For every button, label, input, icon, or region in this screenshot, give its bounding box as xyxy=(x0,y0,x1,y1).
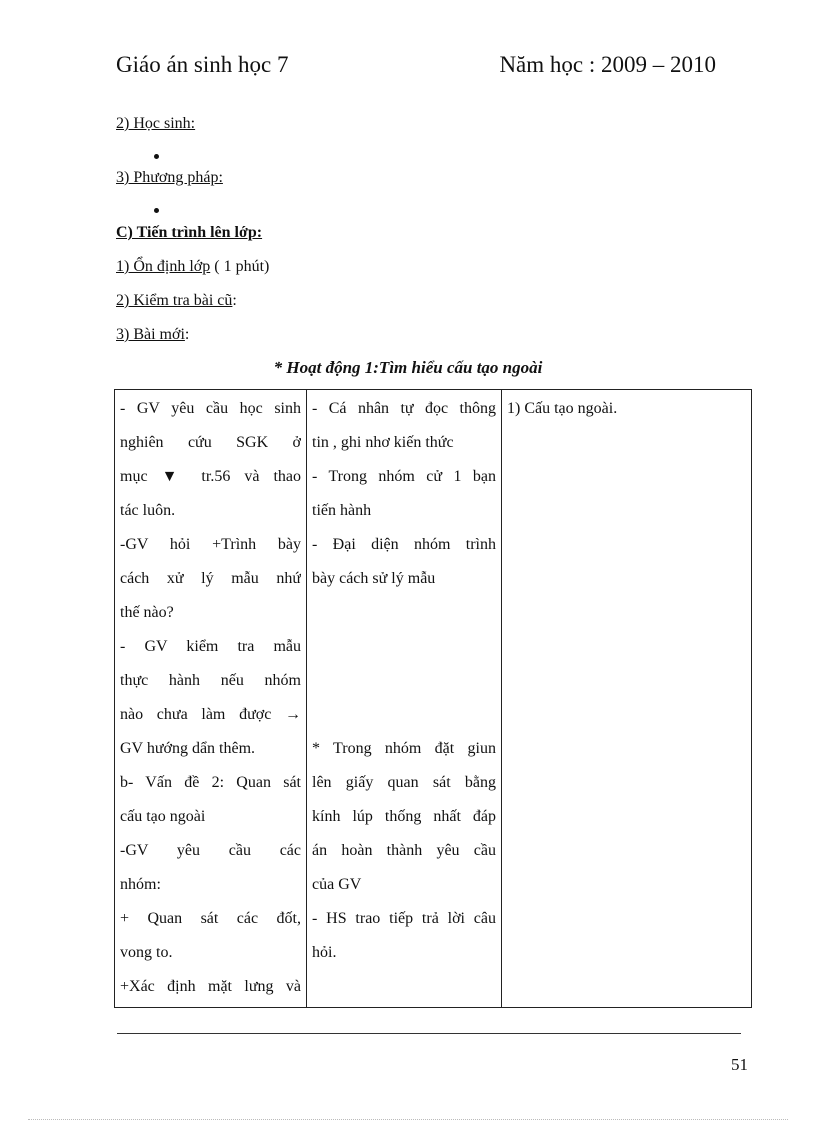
student-line: - HS trao tiếp trả lời câu xyxy=(312,910,496,927)
step-new-lesson xyxy=(116,325,189,345)
teacher-line: tác luôn. xyxy=(120,502,176,519)
teacher-line: -GV yêu cầu các xyxy=(120,842,301,859)
step-review-colon: : xyxy=(232,292,237,309)
teacher-line: b- Vấn đề 2: Quan sát xyxy=(120,774,301,791)
header-school-year: Năm học : 2009 – 2010 xyxy=(499,52,716,77)
student-line: - Đại diện nhóm trình xyxy=(312,536,496,553)
page-header xyxy=(116,52,716,84)
student-line: án hoàn thành yêu cầu xyxy=(312,842,496,859)
student-line: hỏi. xyxy=(312,944,337,961)
footer-divider xyxy=(117,1033,741,1034)
content-line: 1) Cấu tạo ngoài. xyxy=(507,400,618,417)
page-number: 51 xyxy=(731,1055,748,1074)
teacher-line: nghiên cứu SGK ở xyxy=(120,434,301,451)
step-stabilize-note: ( 1 phút) xyxy=(210,258,270,275)
student-line xyxy=(312,664,496,698)
page-edge-divider xyxy=(28,1119,788,1120)
step-stabilize-label: 1) Ổn định lớp xyxy=(116,258,211,275)
step-stabilize xyxy=(116,257,269,277)
students-heading: 2) Học sinh: xyxy=(116,115,196,132)
header-subject: Giáo án sinh học 7 xyxy=(116,52,289,77)
bullet-icon xyxy=(154,154,159,159)
student-line: tin , ghi nhơ kiến thức xyxy=(312,434,454,451)
student-line: - Trong nhóm cử 1 bạn xyxy=(312,468,496,485)
teacher-line: cách xử lý mẫu nhứ xyxy=(120,570,301,587)
lesson-table xyxy=(114,389,752,1008)
table-row xyxy=(115,390,752,1008)
student-line: - Cá nhân tự đọc thông xyxy=(312,400,496,417)
student-line: lên giấy quan sát bằng xyxy=(312,774,496,791)
teacher-line: + Quan sát các đốt, xyxy=(120,910,301,927)
step-review xyxy=(116,291,237,311)
method-heading: 3) Phương pháp: xyxy=(116,169,223,186)
student-line xyxy=(312,596,496,630)
student-line xyxy=(312,630,496,664)
student-line: * Trong nhóm đặt giun xyxy=(312,740,496,757)
student-activity-cell xyxy=(307,390,502,1008)
teacher-line: mục ▼ tr.56 và thao xyxy=(120,468,301,485)
bullet-icon xyxy=(154,208,159,213)
activity-title: * Hoạt động 1:Tìm hiểu cấu tạo ngoài xyxy=(273,358,543,377)
teacher-line: - GV kiểm tra mẫu xyxy=(120,638,301,655)
teacher-line: -GV hỏi +Trình bày xyxy=(120,536,301,553)
student-line xyxy=(312,970,496,1004)
student-line: của GV xyxy=(312,876,362,893)
teacher-activity-cell xyxy=(115,390,307,1008)
step-new-lesson-colon: : xyxy=(184,326,190,343)
teacher-line: thực hành nếu nhóm xyxy=(120,672,301,689)
teacher-line: cấu tạo ngoài xyxy=(120,808,206,825)
teacher-line: nào chưa làm được → xyxy=(120,706,301,723)
teacher-line: +Xác định mặt lưng và xyxy=(120,978,301,995)
teacher-line: - GV yêu cầu học sinh xyxy=(120,400,301,417)
process-heading: C) Tiến trình lên lớp: xyxy=(116,224,263,241)
student-line: bày cách sử lý mẫu xyxy=(312,570,436,587)
student-line xyxy=(312,698,496,732)
teacher-line: thế nào? xyxy=(120,604,174,621)
step-new-lesson-label: 3) Bài mới xyxy=(116,326,185,343)
content-cell xyxy=(502,390,752,1008)
teacher-line: nhóm: xyxy=(120,876,161,893)
student-line: kính lúp thống nhất đáp xyxy=(312,808,496,825)
step-review-label: 2) Kiểm tra bài cũ xyxy=(116,292,233,309)
student-line: tiến hành xyxy=(312,502,372,519)
teacher-line: vong to. xyxy=(120,944,173,961)
teacher-line: GV hướng dẩn thêm. xyxy=(120,740,256,757)
